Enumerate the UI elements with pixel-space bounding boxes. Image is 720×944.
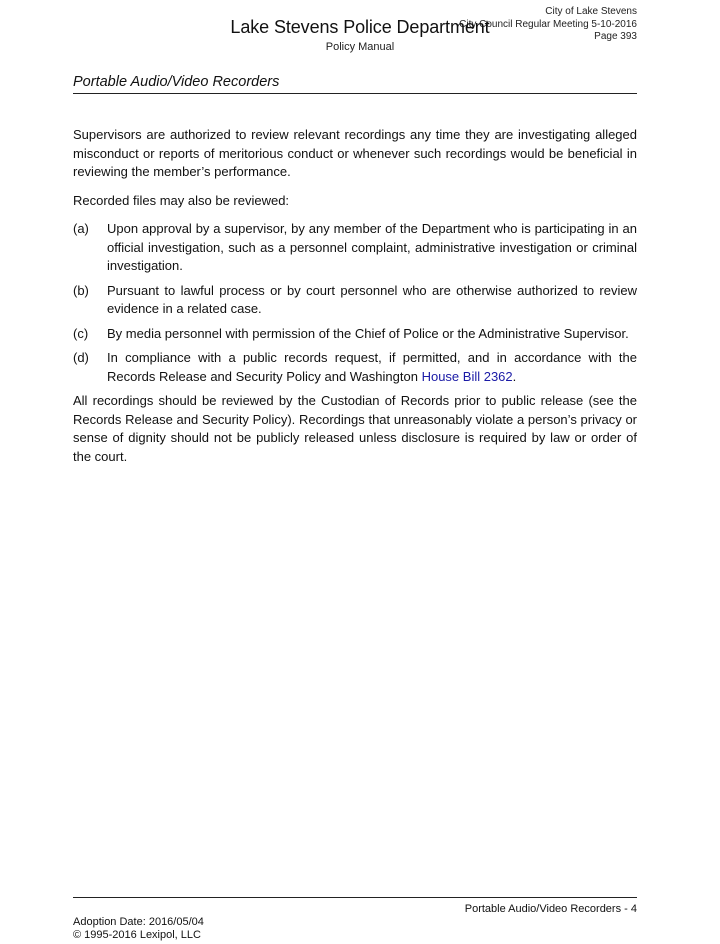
- policy-content: [73, 126, 637, 476]
- house-bill-link[interactable]: House Bill 2362: [421, 368, 513, 384]
- footer-divider: [73, 897, 637, 898]
- document-title: Lake Stevens Police Department: [230, 17, 490, 37]
- footer-info: [73, 916, 204, 942]
- list-item-letter: (b): [73, 282, 89, 298]
- header-divider: [73, 93, 637, 94]
- list-item: [73, 282, 637, 319]
- paragraph-supervisors: Supervisors are authorized to review relevant recordings any time they are investigating alleged misconduct or reports of meritorious conduct or whenever such recordings would be beneficial in reviewing the member’s performance.: [73, 127, 637, 179]
- list-item-letter: (c): [73, 325, 89, 341]
- list-item-text: [107, 349, 637, 386]
- stamp-page: Page 393: [594, 31, 637, 42]
- list-item: [73, 349, 637, 386]
- adoption-date: Adoption Date: 2016/05/04: [73, 916, 204, 928]
- list-item-text: Upon approval by a supervisor, by any member of the Department who is participating in an official investigation, such as a personnel complaint, administrative investigation or criminal investigation.: [107, 221, 637, 273]
- list-item-letter: (d): [73, 350, 89, 365]
- list-item-letter: (a): [73, 221, 89, 236]
- document-subtitle: Policy Manual: [325, 41, 395, 53]
- list-item-text-after: .: [512, 368, 517, 384]
- paragraph-review-intro: Recorded files may also be reviewed:: [73, 192, 290, 208]
- paragraph-custodian: All recordings should be reviewed by the Custodian of Records prior to public release (see the Records Release and Security Policy). Recordings that unreasonably violate a person’s privacy or sense of dignity should not be publicly released unless disclosure is required by law or order of the court.: [73, 393, 637, 464]
- stamp-city: City of Lake Stevens: [545, 6, 637, 17]
- stamp-meeting: City Council Regular Meeting 5-10-2016: [459, 18, 637, 30]
- list-item: [73, 220, 637, 276]
- list-item-text-before: In compliance with a public records request, if permitted, and in accordance with the Records Release and Security Policy and Washington: [107, 350, 637, 384]
- list-item-text: By media personnel with permission of the Chief of Police or the Administrative Supervisor.: [107, 325, 629, 341]
- list-item-text: Pursuant to lawful process or by court personnel who are otherwise authorized to review evidence in a related case.: [107, 282, 637, 316]
- footer-page-label: Portable Audio/Video Recorders - 4: [464, 903, 637, 915]
- list-item: [73, 325, 637, 344]
- copyright: © 1995-2016 Lexipol, LLC: [73, 929, 201, 941]
- section-title: Portable Audio/Video Recorders: [73, 74, 280, 90]
